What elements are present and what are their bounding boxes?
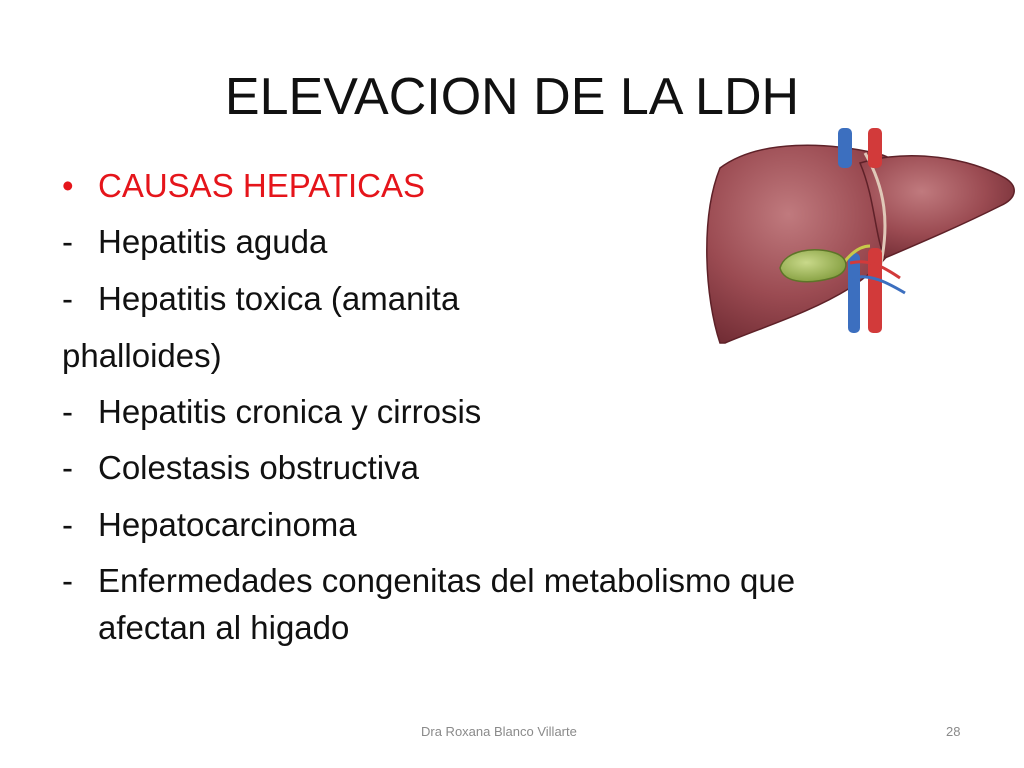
dash-marker: - (62, 506, 73, 543)
list-item-text: Hepatocarcinoma (98, 506, 357, 543)
liver-illustration-icon (700, 128, 1020, 348)
list-item-continuation: phalloides) (62, 337, 222, 374)
list-item-text: Hepatitis toxica (amanita (98, 280, 460, 317)
list-item-text: Enfermedades congenitas del metabolismo que (98, 562, 796, 599)
list-item-text: Colestasis obstructiva (98, 449, 419, 486)
slide-title: ELEVACION DE LA LDH (224, 68, 800, 126)
list-item-continuation: afectan al higado (98, 609, 350, 646)
dash-marker: - (62, 449, 73, 486)
list-item-text: Hepatitis aguda (98, 223, 328, 260)
dash-marker: - (62, 223, 73, 260)
bullet-marker: • (62, 167, 74, 204)
list-item-text: Hepatitis cronica y cirrosis (98, 393, 482, 430)
footer-author: Dra Roxana Blanco Villarte (421, 724, 577, 739)
dash-marker: - (62, 280, 73, 317)
dash-marker: - (62, 562, 73, 599)
dash-marker: - (62, 393, 73, 430)
heading-text: CAUSAS HEPATICAS (98, 167, 426, 204)
page-number: 28 (946, 724, 961, 739)
